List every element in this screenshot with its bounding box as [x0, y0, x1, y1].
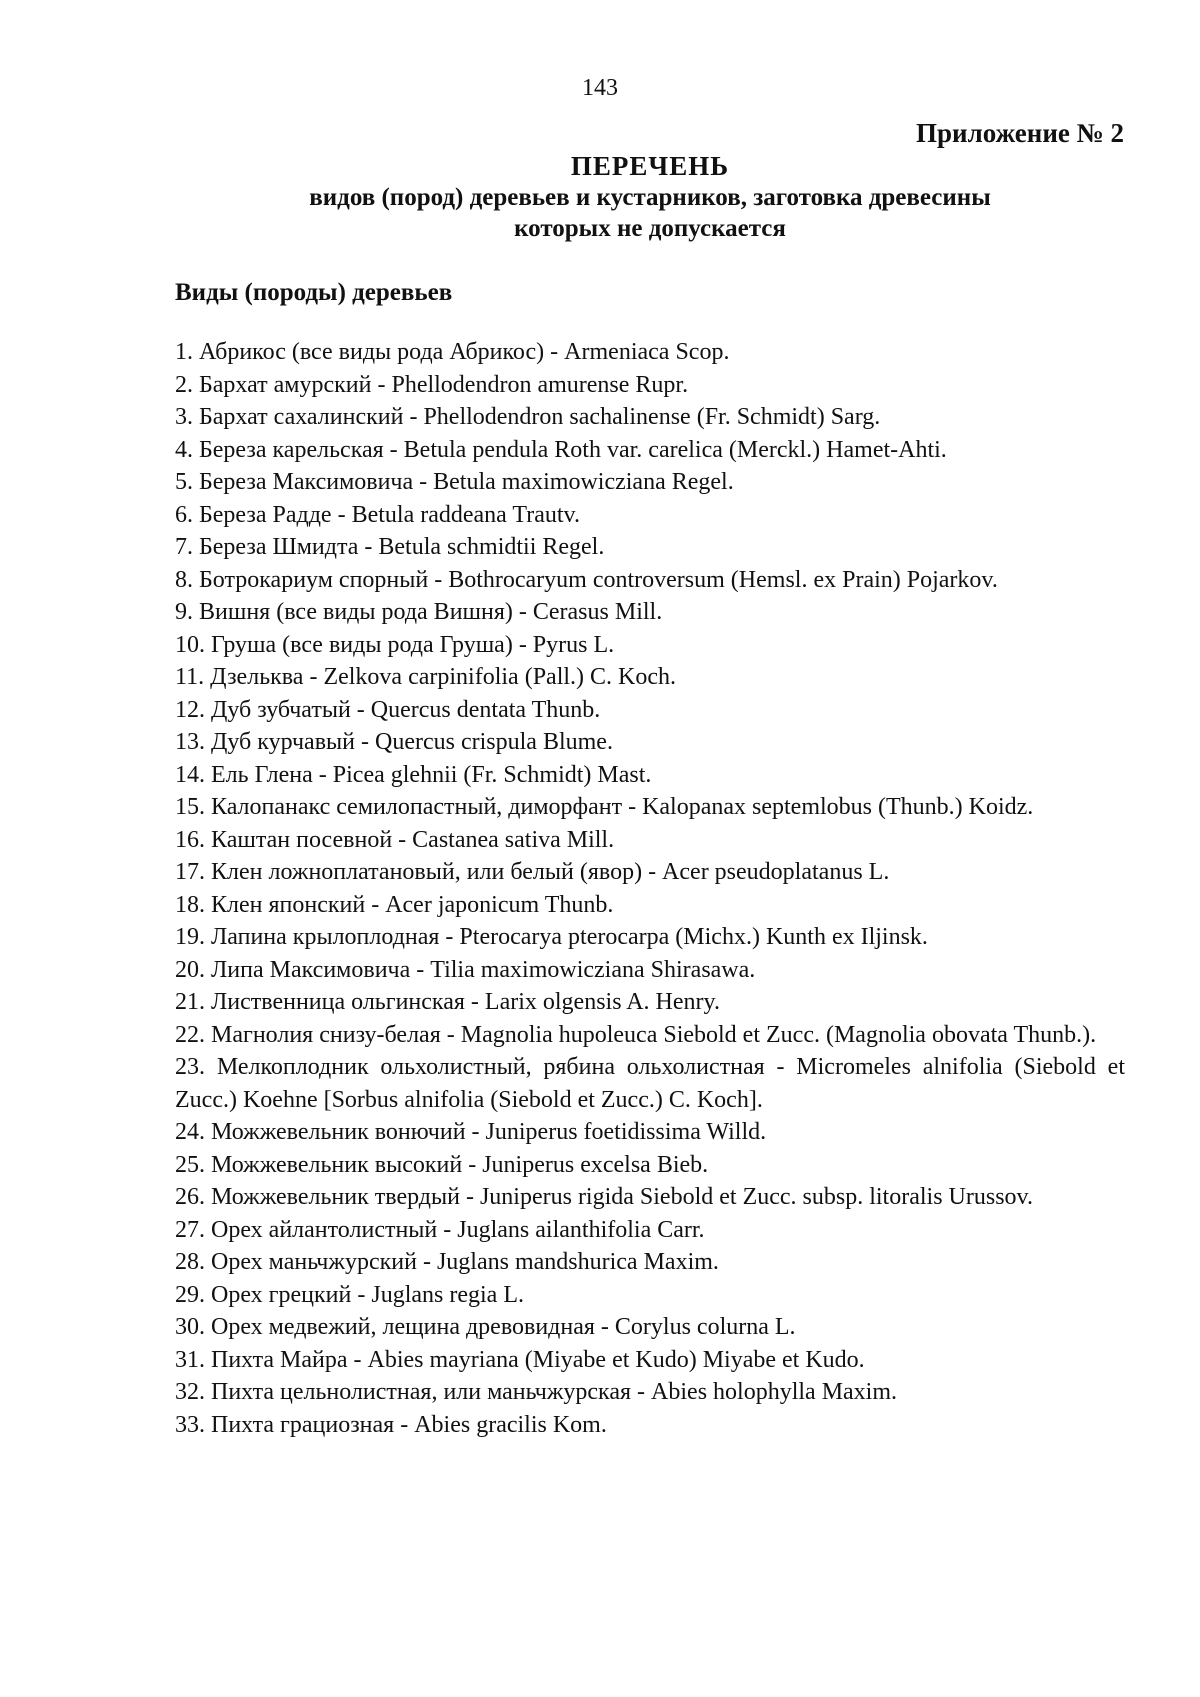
species-item: 7. Береза Шмидта - Betula schmidtii Regel.	[175, 534, 605, 560]
species-item: 19. Лапина крылоплодная - Pterocarya pterocarpa (Michx.) Kunth ex Iljinsk.	[175, 924, 928, 950]
species-list	[175, 336, 1125, 1441]
species-item: 8. Ботрокариум спорный - Bothrocaryum controversum (Hemsl. ex Prain) Pojarkov.	[175, 566, 998, 593]
species-item: 11. Дзельква - Zelkova carpinifolia (Pall.) C. Koch.	[175, 664, 677, 690]
document-title-block	[175, 150, 1125, 244]
species-item: 26. Можжевельник твердый - Juniperus rigida Siebold et Zucc. subsp. litoralis Urussov.	[175, 1184, 1033, 1210]
species-item: 14. Ель Глена - Picea glehnii (Fr. Schmidt) Mast.	[175, 761, 652, 788]
document-title: ПЕРЕЧЕНЬ	[570, 151, 730, 181]
species-item: 29. Орех грецкий - Juglans regia L.	[175, 1281, 524, 1308]
species-item: 22. Магнолия снизу-белая - Magnolia hupoleuca Siebold et Zucc. (Magnolia obovata Thunb.).	[175, 1021, 1097, 1048]
species-item: 5. Береза Максимовича - Betula maximowicziana Regel.	[175, 469, 734, 495]
species-item: 6. Береза Радде - Betula raddeana Trautv.	[175, 501, 580, 528]
species-item: 21. Лиственница ольгинская - Larix olgensis A. Henry.	[175, 989, 720, 1015]
section-heading: Виды (породы) деревьев	[175, 279, 453, 306]
page-number: 143	[582, 75, 618, 101]
species-item: 28. Орех маньчжурский - Juglans mandshurica Maxim.	[175, 1249, 719, 1275]
species-item: 16. Каштан посевной - Castanea sativa Mill.	[175, 826, 615, 853]
species-item: 3. Бархат сахалинский - Phellodendron sachalinense (Fr. Schmidt) Sarg.	[175, 404, 881, 430]
species-item: 2. Бархат амурский - Phellodendron amurense Rupr.	[175, 371, 689, 398]
species-item: 4. Береза карельская - Betula pendula Roth var. carelica (Merckl.) Hamet-Ahti.	[175, 436, 947, 463]
species-item: 9. Вишня (все виды рода Вишня) - Cerasus Mill.	[175, 599, 663, 625]
document-subtitle-line-1: видов (пород) деревьев и кустарников, заготовка древесины	[309, 184, 991, 211]
species-item: 15. Калопанакс семилопастный, диморфант - Kalopanax septemlobus (Thunb.) Koidz.	[175, 794, 1034, 820]
species-item: 27. Орех айлантолистный - Juglans ailanthifolia Carr.	[175, 1216, 705, 1243]
species-item: 33. Пихта грациозная - Abies gracilis Kom.	[175, 1411, 607, 1438]
species-item: 24. Можжевельник вонючий - Juniperus foetidissima Willd.	[175, 1119, 767, 1145]
species-item: 12. Дуб зубчатый - Quercus dentata Thunb.	[175, 696, 601, 723]
species-item: 13. Дуб курчавый - Quercus crispula Blume.	[175, 729, 613, 755]
species-item: 30. Орех медвежий, лещина древовидная - Corylus colurna L.	[175, 1314, 796, 1340]
species-item: 17. Клен ложноплатановый, или белый (явор) - Acer pseudoplatanus L.	[175, 859, 890, 885]
species-item: 1. Абрикос (все виды рода Абрикос) - Armeniaca Scop.	[175, 339, 730, 365]
species-item: 23. Мелкоплодник ольхолистный, рябина ольхолистная - Micromeles alnifolia (Siebold et Zucc.) Koehne [Sorbus alnifolia (Siebold et Zucc.) C. Koch].	[175, 1054, 1125, 1113]
species-item: 10. Груша (все виды рода Груша) - Pyrus L.	[175, 631, 615, 658]
document-subtitle-line-2: которых не допускается	[514, 215, 786, 242]
species-item: 31. Пихта Майра - Abies mayriana (Miyabe et Kudo) Miyabe et Kudo.	[175, 1346, 865, 1373]
species-item: 18. Клен японский - Acer japonicum Thunb.	[175, 891, 614, 918]
species-item: 25. Можжевельник высокий - Juniperus excelsa Bieb.	[175, 1151, 709, 1178]
species-item: 20. Липа Максимовича - Tilia maximowicziana Shirasawa.	[175, 956, 756, 983]
appendix-label: Приложение № 2	[916, 118, 1124, 148]
species-item: 32. Пихта цельнолистная, или маньчжурская - Abies holophylla Maxim.	[175, 1379, 898, 1405]
